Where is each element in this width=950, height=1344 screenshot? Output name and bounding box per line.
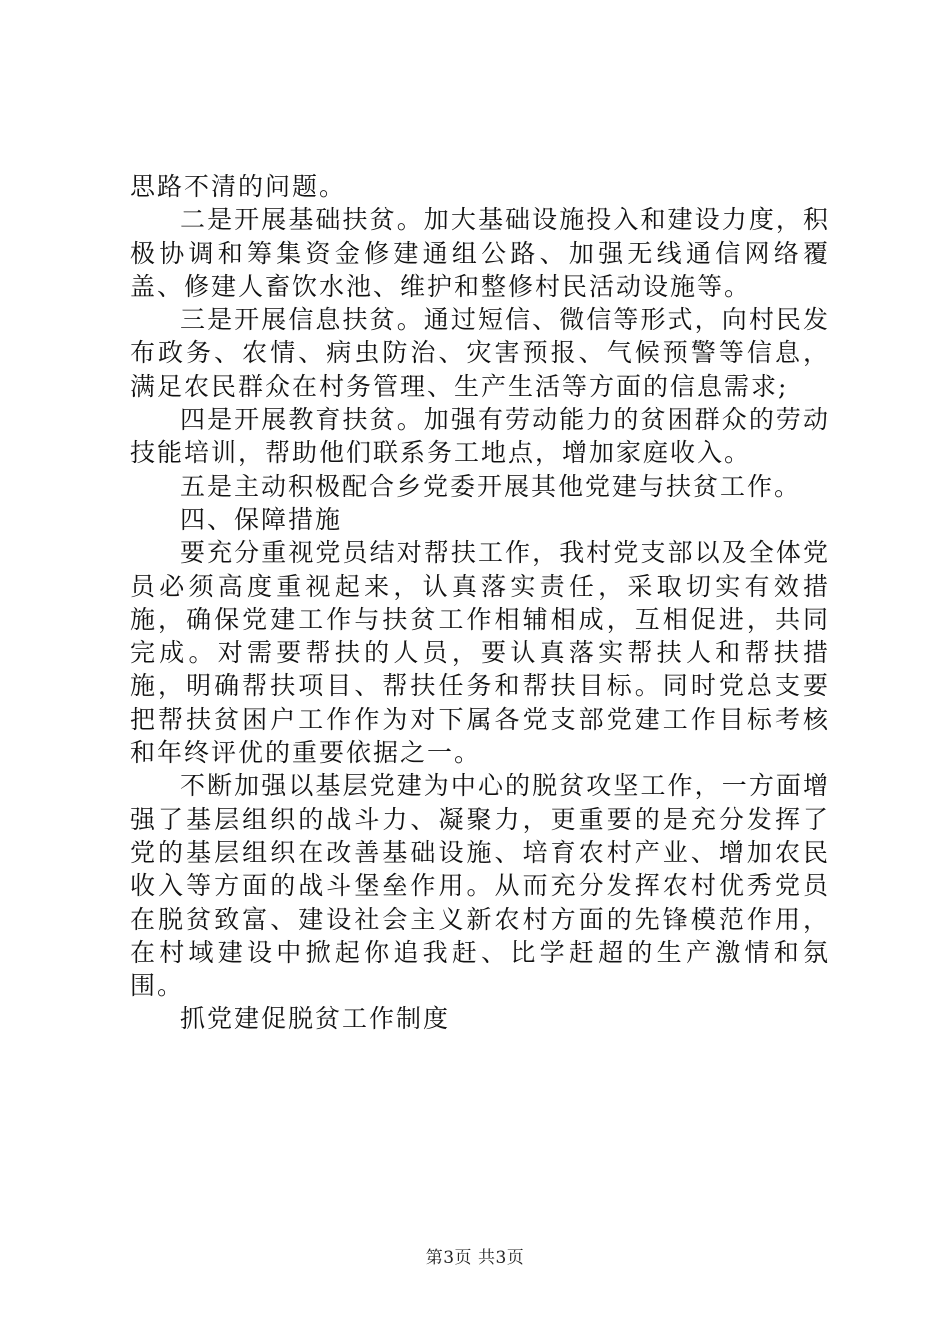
paragraph-conclusion: 不断加强以基层党建为中心的脱贫攻坚工作，一方面增强了基层组织的战斗力、凝聚力，更重要的是充分发挥了党的基层组织在改善基础设施、培育农村产业、增加农民收入等方面的战斗堡垒作用。从而充分发挥农村优秀党员在脱贫致富、建设社会主义新农村方面的先锋模范作用，在村域建设中掀起你追我赶、比学赶超的生产激情和氛围。 <box>130 771 830 1001</box>
paragraph-education-aid: 四是开展教育扶贫。加强有劳动能力的贫困群众的劳动技能培训，帮助他们联系务工地点，增加家庭收入。 <box>130 405 830 468</box>
paragraph-next-title: 抓党建促脱贫工作制度 <box>180 1004 451 1034</box>
paragraph-continuation: 思路不清的问题。 <box>130 172 347 201</box>
page-number-footer: 第3页 共3页 <box>425 1248 525 1268</box>
paragraph-infrastructure-aid: 二是开展基础扶贫。加大基础设施投入和建设力度，积极协调和筹集资金修建通组公路、加强无线通信网络覆盖、修建人畜饮水池、维护和整修村民活动设施等。 <box>130 205 830 301</box>
paragraph-other-work: 五是主动积极配合乡党委开展其他党建与扶贫工作。 <box>180 471 802 501</box>
paragraph-information-aid: 三是开展信息扶贫。通过短信、微信等形式，向村民发布政务、农情、病虫防治、灾害预报、气候预警等信息，满足农民群众在村务管理、生产生活等方面的信息需求; <box>130 305 830 401</box>
section-heading-safeguards: 四、保障措施 <box>180 504 343 534</box>
body-text <box>130 170 830 1036</box>
paragraph-pairing-support: 要充分重视党员结对帮扶工作，我村党支部以及全体党员必须高度重视起来，认真落实责任，采取切实有效措施，确保党建工作与扶贫工作相辅相成，互相促进，共同完成。对需要帮扶的人员，要认真落实帮扶人和帮扶措施，明确帮扶项目、帮扶任务和帮扶目标。同时党总支要把帮扶贫困户工作作为对下属各党支部党建工作目标考核和年终评优的重要依据之一。 <box>130 538 830 768</box>
